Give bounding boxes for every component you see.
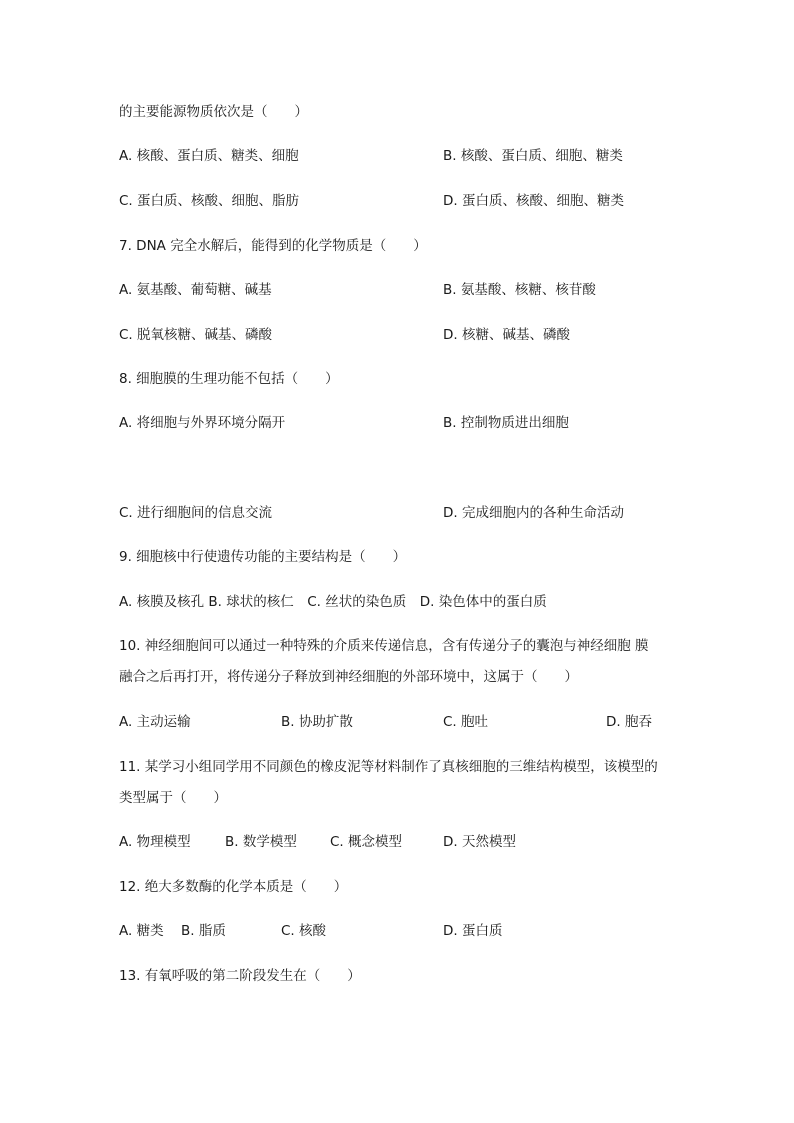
q10-option-c: C. 胞吐 bbox=[443, 714, 489, 730]
q10-stem-line1: 10. 神经细胞间可以通过一种特殊的介质来传递信息，含有传递分子的囊泡与神经细胞 膜 bbox=[119, 638, 649, 654]
q11-option-c: C. 概念模型 bbox=[330, 834, 403, 850]
q8-option-a: A. 将细胞与外界环境分隔开 bbox=[119, 415, 286, 431]
q11-stem-line1: 11. 某学习小组同学用不同颜色的橡皮泥等材料制作了真核细胞的三维结构模型，该模型的 bbox=[119, 759, 658, 775]
q8-option-d: D. 完成细胞内的各种生命活动 bbox=[443, 505, 624, 521]
q12-option-a: A. 糖类 bbox=[119, 923, 164, 939]
q9-options: A. 核膜及核孔 B. 球状的核仁 C. 丝状的染色质 D. 染色体中的蛋白质 bbox=[119, 594, 547, 610]
q11-stem-line2: 类型属于（ ） bbox=[119, 790, 227, 806]
q6-option-d: D. 蛋白质、核酸、细胞、糖类 bbox=[443, 193, 624, 209]
q6-option-a: A. 核酸、蛋白质、糖类、细胞 bbox=[119, 148, 299, 164]
q8-option-b: B. 控制物质进出细胞 bbox=[443, 415, 569, 431]
q10-stem-line2: 融合之后再打开，将传递分子释放到神经细胞的外部环境中，这属于（ ） bbox=[119, 669, 578, 685]
q12-option-c: C. 核酸 bbox=[281, 923, 327, 939]
q7-option-a: A. 氨基酸、葡萄糖、碱基 bbox=[119, 282, 272, 298]
q8-stem: 8. 细胞膜的生理功能不包括（ ） bbox=[119, 371, 339, 387]
q10-option-a: A. 主动运输 bbox=[119, 714, 191, 730]
q11-option-b: B. 数学模型 bbox=[225, 834, 297, 850]
q7-option-c: C. 脱氧核糖、碱基、磷酸 bbox=[119, 327, 273, 343]
q11-option-a: A. 物理模型 bbox=[119, 834, 191, 850]
q12-option-b: B. 脂质 bbox=[181, 923, 226, 939]
q6-stem-tail: 的主要能源物质依次是（ ） bbox=[119, 104, 308, 120]
q12-option-d: D. 蛋白质 bbox=[443, 923, 503, 939]
q8-option-c: C. 进行细胞间的信息交流 bbox=[119, 505, 273, 521]
q10-option-d: D. 胞吞 bbox=[606, 714, 652, 730]
q11-option-d: D. 天然模型 bbox=[443, 834, 516, 850]
q7-option-d: D. 核糖、碱基、磷酸 bbox=[443, 327, 570, 343]
q6-option-c: C. 蛋白质、核酸、细胞、脂肪 bbox=[119, 193, 300, 209]
q7-stem: 7. DNA 完全水解后，能得到的化学物质是（ ） bbox=[119, 238, 427, 254]
q6-option-b: B. 核酸、蛋白质、细胞、糖类 bbox=[443, 148, 623, 164]
q9-stem: 9. 细胞核中行使遗传功能的主要结构是（ ） bbox=[119, 549, 407, 565]
q13-stem: 13. 有氧呼吸的第二阶段发生在（ ） bbox=[119, 968, 361, 984]
q12-stem: 12. 绝大多数酶的化学本质是（ ） bbox=[119, 879, 348, 895]
q7-option-b: B. 氨基酸、核糖、核苷酸 bbox=[443, 282, 596, 298]
q10-option-b: B. 协助扩散 bbox=[281, 714, 353, 730]
